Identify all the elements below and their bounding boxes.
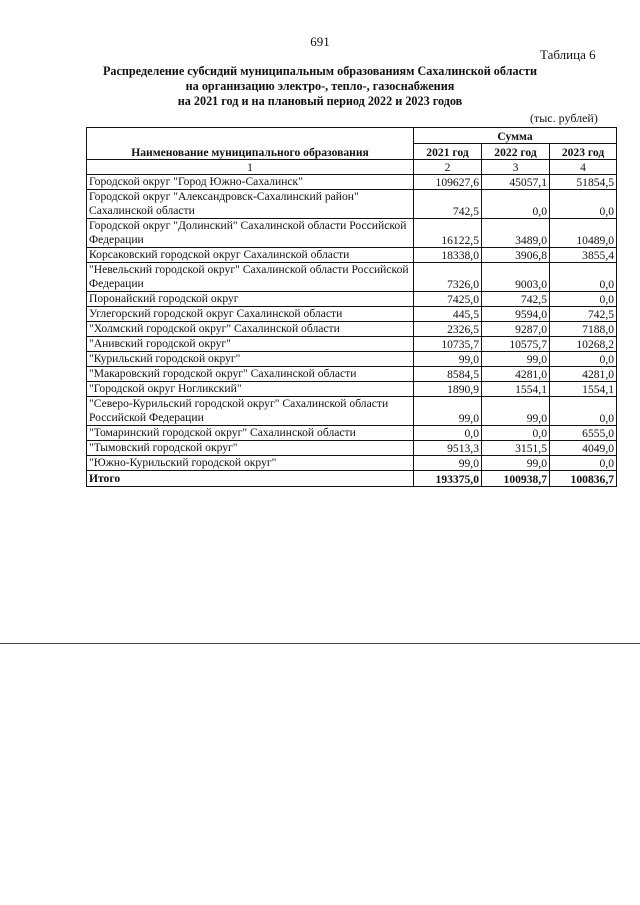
table-row	[87, 175, 617, 190]
table-row	[87, 337, 617, 352]
table-row	[87, 292, 617, 307]
value-2021: 8584,5	[414, 367, 482, 382]
value-2021: 9513,3	[414, 441, 482, 456]
table-row	[87, 441, 617, 456]
value-2021: 18338,0	[414, 248, 482, 263]
column-index: 1	[87, 160, 414, 175]
subsidy-table	[86, 127, 617, 487]
page-number: 691	[310, 34, 330, 49]
municipality-name: "Невельский городской округ" Сахалинской области Российской Федерации	[87, 263, 414, 292]
value-2022: 0,0	[482, 426, 550, 441]
column-header-2023: 2023 год	[550, 144, 617, 160]
value-2023: 10489,0	[550, 219, 617, 248]
column-index: 2	[414, 160, 482, 175]
table-row	[87, 397, 617, 426]
value-2023: 51854,5	[550, 175, 617, 190]
value-2023: 4049,0	[550, 441, 617, 456]
municipality-name: "Анивский городской округ"	[87, 337, 414, 352]
value-2022: 3489,0	[482, 219, 550, 248]
column-header-sum: Сумма	[414, 128, 617, 144]
table-row	[87, 426, 617, 441]
value-2021: 10735,7	[414, 337, 482, 352]
value-2021: 1890,9	[414, 382, 482, 397]
value-2022: 45057,1	[482, 175, 550, 190]
value-2023: 0,0	[550, 397, 617, 426]
value-2021: 99,0	[414, 397, 482, 426]
table-row	[87, 456, 617, 471]
municipality-name: "Макаровский городской округ" Сахалинской области	[87, 367, 414, 382]
total-2023: 100836,7	[550, 471, 617, 487]
value-2023: 3855,4	[550, 248, 617, 263]
value-2023: 1554,1	[550, 382, 617, 397]
value-2021: 7326,0	[414, 263, 482, 292]
value-2022: 0,0	[482, 190, 550, 219]
table-row	[87, 219, 617, 248]
value-2023: 10268,2	[550, 337, 617, 352]
municipality-name: Городской округ "Город Южно-Сахалинск"	[87, 175, 414, 190]
value-2021: 16122,5	[414, 219, 482, 248]
value-2021: 2326,5	[414, 322, 482, 337]
table-row	[87, 307, 617, 322]
page-divider	[0, 643, 640, 644]
column-index: 4	[550, 160, 617, 175]
value-2022: 3151,5	[482, 441, 550, 456]
column-header-2022: 2022 год	[482, 144, 550, 160]
document-title	[60, 64, 580, 109]
value-2021: 109627,6	[414, 175, 482, 190]
value-2022: 1554,1	[482, 382, 550, 397]
value-2023: 0,0	[550, 190, 617, 219]
value-2021: 7425,0	[414, 292, 482, 307]
value-2023: 0,0	[550, 292, 617, 307]
value-2023: 0,0	[550, 352, 617, 367]
title-line: на организацию электро-, тепло-, газоснабжения	[185, 79, 455, 93]
value-2022: 3906,8	[482, 248, 550, 263]
value-2022: 4281,0	[482, 367, 550, 382]
title-line: Распределение субсидий муниципальным образованиям Сахалинской области	[102, 64, 538, 78]
municipality-name: "Южно-Курильский городской округ"	[87, 456, 414, 471]
total-row	[87, 471, 617, 487]
value-2023: 7188,0	[550, 322, 617, 337]
value-2022: 10575,7	[482, 337, 550, 352]
municipality-name: Корсаковский городской округ Сахалинской области	[87, 248, 414, 263]
table-row	[87, 322, 617, 337]
value-2023: 0,0	[550, 456, 617, 471]
table-row	[87, 248, 617, 263]
total-2021: 193375,0	[414, 471, 482, 487]
table-row	[87, 190, 617, 219]
value-2023: 6555,0	[550, 426, 617, 441]
municipality-name: "Томаринский городской округ" Сахалинской области	[87, 426, 414, 441]
municipality-name: Углегорский городской округ Сахалинской области	[87, 307, 414, 322]
value-2022: 742,5	[482, 292, 550, 307]
municipality-name: Поронайский городской округ	[87, 292, 414, 307]
value-2022: 9287,0	[482, 322, 550, 337]
units-label: (тыс. рублей)	[530, 111, 598, 125]
municipality-name: "Городской округ Ногликский"	[87, 382, 414, 397]
municipality-name: "Курильский городской округ"	[87, 352, 414, 367]
value-2022: 99,0	[482, 456, 550, 471]
municipality-name: "Холмский городской округ" Сахалинской области	[87, 322, 414, 337]
value-2022: 9594,0	[482, 307, 550, 322]
value-2021: 99,0	[414, 352, 482, 367]
column-header-2021: 2021 год	[414, 144, 482, 160]
municipality-name: Городской округ "Долинский" Сахалинской области Российской Федерации	[87, 219, 414, 248]
total-label: Итого	[87, 471, 414, 487]
table-label: Таблица 6	[540, 47, 596, 62]
column-index: 3	[482, 160, 550, 175]
table-row	[87, 263, 617, 292]
municipality-name: "Северо-Курильский городской округ" Сахалинской области Российской Федерации	[87, 397, 414, 426]
municipality-name: "Тымовский городской округ"	[87, 441, 414, 456]
total-2022: 100938,7	[482, 471, 550, 487]
value-2023: 742,5	[550, 307, 617, 322]
column-header-name: Наименование муниципального образования	[87, 128, 414, 160]
value-2022: 99,0	[482, 352, 550, 367]
municipality-name: Городской округ "Александровск-Сахалинский район" Сахалинской области	[87, 190, 414, 219]
title-line: на 2021 год и на плановый период 2022 и 2023 годов	[177, 94, 463, 108]
value-2021: 99,0	[414, 456, 482, 471]
value-2022: 9003,0	[482, 263, 550, 292]
value-2021: 0,0	[414, 426, 482, 441]
table-row	[87, 382, 617, 397]
table-row	[87, 352, 617, 367]
table-row	[87, 367, 617, 382]
value-2023: 0,0	[550, 263, 617, 292]
value-2022: 99,0	[482, 397, 550, 426]
table-body	[87, 175, 617, 471]
value-2021: 445,5	[414, 307, 482, 322]
value-2023: 4281,0	[550, 367, 617, 382]
value-2021: 742,5	[414, 190, 482, 219]
